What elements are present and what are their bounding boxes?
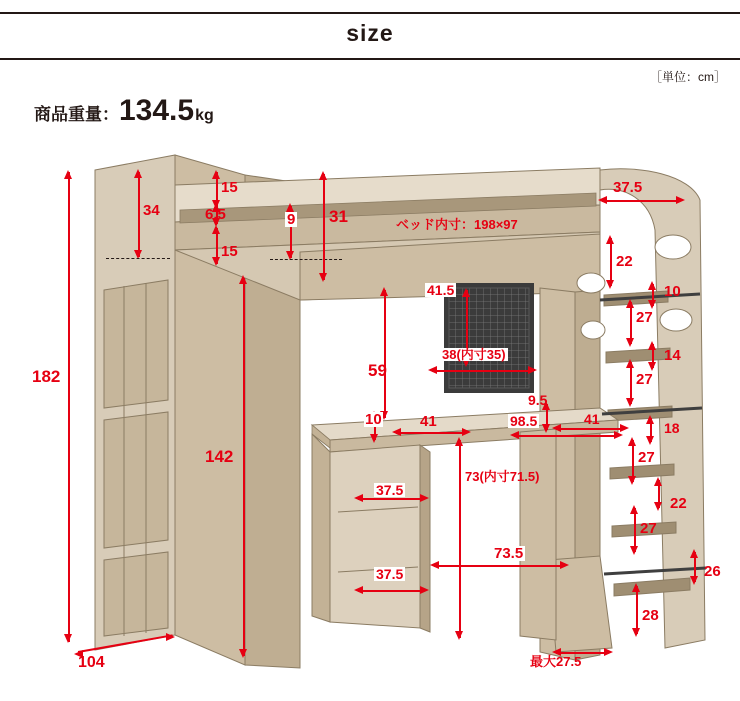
dim-label-73-5: 73.5 — [494, 545, 524, 562]
arrow-73-5-right — [560, 561, 569, 569]
dim-label-15b: 15 — [221, 243, 238, 260]
dim-label-34: 34 — [143, 202, 160, 219]
dim-line-142 — [243, 278, 245, 656]
arrow-98-5-right — [614, 431, 623, 439]
dim-label-right-37-5: 37.5 — [613, 179, 643, 196]
arrow-right-27-a-u — [626, 299, 634, 308]
dim-label-98-5: 98.5 — [510, 413, 538, 429]
bed-inner-size-note: ベッド内寸：198×97 — [396, 217, 518, 232]
arrow-104-right — [166, 633, 175, 641]
arrow-41-5-top — [462, 288, 470, 297]
dim-label-6-5: 6.5 — [205, 206, 226, 223]
arrow-182-bottom — [64, 634, 72, 643]
dim-line-31 — [323, 174, 325, 280]
arrow-142-top — [239, 275, 247, 284]
dim-label-ladder-max: 最大27.5 — [530, 654, 582, 669]
dim-line-37-5-b — [358, 590, 424, 592]
arrow-right-27-d-u — [630, 505, 638, 514]
arrow-73-5-left — [430, 561, 439, 569]
dim-label-9: 9 — [287, 211, 296, 228]
arrow-right-14-d — [648, 362, 656, 371]
dim-label-right-27-d: 27 — [640, 520, 657, 537]
dim-line-34 — [138, 172, 140, 257]
page-title: size — [346, 20, 394, 46]
arrow-73-bottom — [455, 631, 463, 640]
dim-label-104: 104 — [78, 654, 105, 671]
arrow-right-26-d — [690, 576, 698, 585]
dim-label-59: 59 — [368, 361, 387, 380]
dim-line-182 — [68, 172, 70, 642]
arrow-37-5-a-left — [354, 494, 363, 502]
dim-line-right-22-top — [610, 238, 612, 286]
product-weight-value: 134.5 — [119, 94, 195, 127]
unit-note: ［単位：cm］ — [650, 70, 726, 84]
dim-label-right-10: 10 — [664, 283, 681, 300]
dim-label-15a: 15 — [221, 179, 238, 196]
dim-label-37-5-a: 37.5 — [376, 482, 404, 498]
arrow-right-37-5-left — [598, 196, 607, 204]
arrow-37-5-b-right — [420, 586, 429, 594]
arrow-right-14-u — [648, 341, 656, 350]
dim-line-73-5 — [434, 565, 564, 567]
arrow-10-desk-bottom — [370, 434, 378, 443]
arrow-right-10-d — [648, 300, 656, 309]
arrow-15a-top — [212, 170, 220, 179]
arrow-right-27-b-d — [626, 398, 634, 407]
product-weight-label: 商品重量： — [34, 105, 119, 124]
arrow-right-22-top-u — [606, 235, 614, 244]
dim-label-31: 31 — [329, 207, 348, 226]
product-weight-unit: kg — [195, 107, 214, 124]
dim-label-142: 142 — [205, 447, 234, 466]
arrow-right-27-c-d — [628, 476, 636, 485]
arrow-37-5-a-right — [420, 494, 429, 502]
arrow-34-top — [134, 169, 142, 178]
arrow-right-26-u — [690, 549, 698, 558]
arrow-59-top — [380, 287, 388, 296]
dim-label-right-22-top: 22 — [616, 253, 633, 270]
dim-line-38 — [432, 370, 532, 372]
dim-line-98-5 — [514, 435, 618, 437]
arrow-73-top — [455, 437, 463, 446]
dim-line-right-37-5 — [602, 200, 680, 202]
arrow-right-37-5-right — [676, 196, 685, 204]
arrow-right-27-a-d — [626, 338, 634, 347]
dim-line-41-right — [556, 428, 624, 430]
dim-label-right-14: 14 — [664, 347, 681, 364]
arrow-right-22-bot-d — [654, 502, 662, 511]
dim-label-10-desk: 10 — [365, 411, 382, 428]
dim-label-right-28: 28 — [642, 607, 659, 624]
arrow-41-left-l — [392, 428, 401, 436]
arrow-15b-top — [212, 225, 220, 234]
arrow-18-desk-top — [646, 415, 654, 424]
dim-line-37-5-a — [358, 498, 424, 500]
arrow-15b-bottom — [212, 257, 220, 266]
dim-line-41-left — [396, 432, 466, 434]
dim-label-right-22-bot: 22 — [670, 495, 687, 512]
arrow-41-left-r — [462, 428, 471, 436]
arrow-right-22-bot-u — [654, 477, 662, 486]
dim-label-182: 182 — [32, 367, 61, 386]
arrow-9-5-bottom — [542, 424, 550, 433]
arrow-142-bottom — [239, 649, 247, 658]
dim-label-right-27-b: 27 — [636, 371, 653, 388]
arrow-right-27-d-d — [630, 546, 638, 555]
arrow-41-right-l — [552, 424, 561, 432]
arrow-right-28-d — [632, 628, 640, 637]
arrow-right-10-u — [648, 281, 656, 290]
dim-label-right-27-c: 27 — [638, 449, 655, 466]
arrow-right-27-c-u — [628, 437, 636, 446]
dim-line-right-28 — [636, 586, 638, 634]
arrow-right-28-u — [632, 583, 640, 592]
dim-label-18-desk: 18 — [664, 420, 680, 436]
arrow-31-bottom — [319, 273, 327, 282]
arrow-37-5-b-left — [354, 586, 363, 594]
arrow-38-right — [528, 366, 537, 374]
arrow-41-right-r — [620, 424, 629, 432]
arrow-right-22-top-d — [606, 280, 614, 289]
dash-9-base — [270, 259, 342, 260]
arrow-38-left — [428, 366, 437, 374]
dim-line-73 — [459, 440, 461, 638]
dim-label-41-left: 41 — [420, 413, 437, 430]
dim-label-37-5-b: 37.5 — [376, 566, 404, 582]
dim-line-59 — [384, 290, 386, 418]
arrow-31-top — [319, 171, 327, 180]
arrow-ladder-max-right — [604, 648, 613, 656]
dim-label-41-5: 41.5 — [427, 282, 455, 298]
arrow-182-top — [64, 170, 72, 179]
arrow-18-desk-bottom — [646, 436, 654, 445]
dim-label-9-5: 9.5 — [528, 392, 548, 408]
dash-34-base — [106, 258, 170, 259]
dim-label-right-26: 26 — [704, 563, 721, 580]
arrow-98-5-left — [510, 431, 519, 439]
arrow-right-27-b-u — [626, 359, 634, 368]
dim-label-38-inner: 38(内寸35) — [442, 347, 506, 362]
dim-label-right-27-a: 27 — [636, 309, 653, 326]
dim-label-73-inner: 73(内寸71.5) — [465, 469, 540, 484]
dim-label-41-right: 41 — [584, 411, 600, 427]
